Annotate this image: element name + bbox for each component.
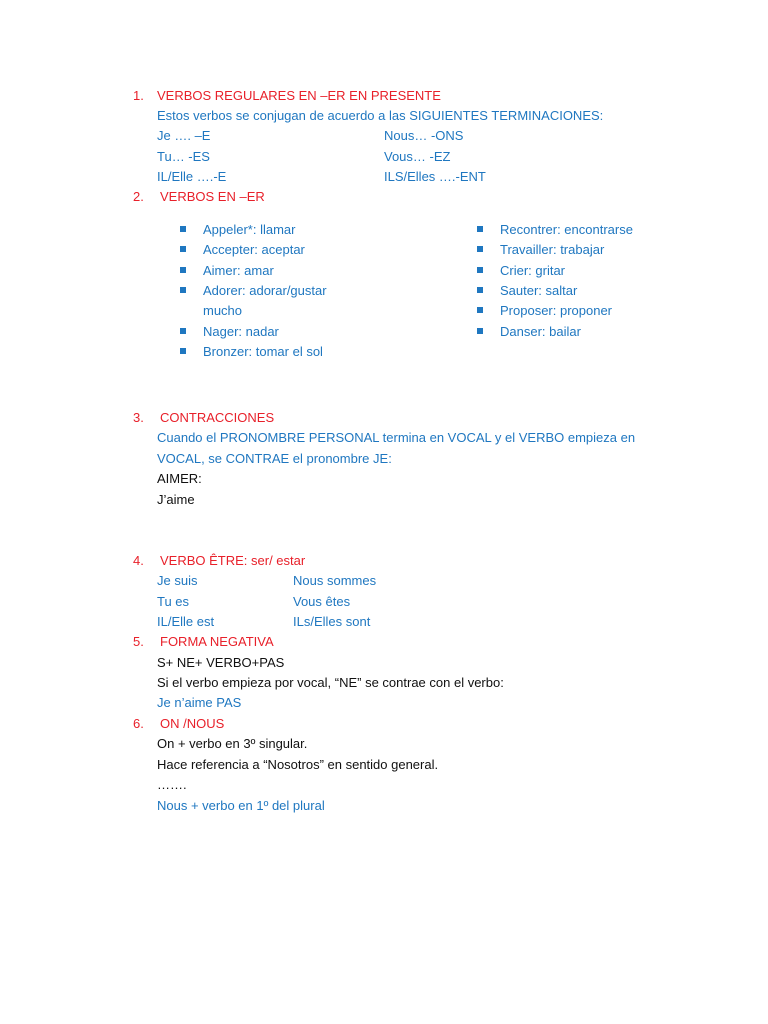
section-1-intro: Estos verbos se conjugan de acuerdo a las SIGUIENTES TERMINACIONES: (157, 108, 604, 123)
bullet-icon (477, 226, 483, 232)
bullet-icon (180, 287, 186, 293)
section-1-number: 1. (133, 88, 144, 103)
conj-il: IL/Elle ….-E (157, 169, 227, 184)
etre-ils: ILs/Elles sont (293, 614, 371, 629)
bullet-icon (477, 287, 483, 293)
section-5-title: FORMA NEGATIVA (160, 634, 274, 649)
section-2-number: 2. (133, 189, 144, 204)
etre-nous: Nous sommes (293, 573, 377, 588)
section-3-title: CONTRACCIONES (160, 410, 275, 425)
on-note: Hace referencia a “Nosotros” en sentido general. (157, 757, 439, 772)
negative-rule: S+ NE+ VERBO+PAS (157, 655, 285, 670)
verb-item: Adorer: adorar/gustar (203, 283, 327, 298)
verb-item: Proposer: proponer (500, 303, 613, 318)
section-4-number: 4. (133, 553, 144, 568)
verb-item: Nager: nadar (203, 324, 279, 339)
nous-rule: Nous + verbo en 1º del plural (157, 798, 325, 813)
bullet-icon (180, 226, 186, 232)
verb-item: Appeler*: llamar (203, 222, 296, 237)
verb-item: Recontrer: encontrarse (500, 222, 633, 237)
contraction-example: J’aime (157, 492, 195, 507)
section-3-number: 3. (133, 410, 144, 425)
section-4-title: VERBO ÊTRE: ser/ estar (160, 553, 306, 568)
conj-je: Je …. –E (157, 128, 211, 143)
negative-note: Si el verbo empieza por vocal, “NE” se contrae con el verbo: (157, 675, 504, 690)
bullet-icon (477, 246, 483, 252)
bullet-icon (477, 307, 483, 313)
ellipsis: ……. (157, 777, 187, 792)
contraction-rule-line-2: VOCAL, se CONTRAE el pronombre JE: (157, 451, 392, 466)
section-5-number: 5. (133, 634, 144, 649)
verb-item: Accepter: aceptar (203, 242, 305, 257)
contraction-example-verb: AIMER: (157, 471, 202, 486)
verb-item: Aimer: amar (203, 263, 274, 278)
verb-item-continuation: mucho (203, 303, 243, 318)
bullet-icon (180, 348, 186, 354)
etre-je: Je suis (157, 573, 198, 588)
section-2-title: VERBOS EN –ER (160, 189, 265, 204)
etre-tu: Tu es (157, 594, 190, 609)
on-rule: On + verbo en 3º singular. (157, 736, 308, 751)
etre-il: IL/Elle est (157, 614, 215, 629)
bullet-icon (180, 267, 186, 273)
bullet-icon (477, 267, 483, 273)
section-1-title: VERBOS REGULARES EN –ER EN PRESENTE (157, 88, 441, 103)
verb-item: Travailler: trabajar (500, 242, 605, 257)
verb-item: Danser: bailar (500, 324, 581, 339)
bullet-icon (180, 246, 186, 252)
contraction-rule-line-1: Cuando el PRONOMBRE PERSONAL termina en VOCAL y el VERBO empieza en (157, 430, 636, 445)
bullet-icon (180, 328, 186, 334)
verb-item: Bronzer: tomar el sol (203, 344, 323, 359)
section-6-title: ON /NOUS (160, 716, 225, 731)
conj-tu: Tu… -ES (157, 149, 210, 164)
verb-item: Sauter: saltar (500, 283, 578, 298)
verb-item: Crier: gritar (500, 263, 566, 278)
section-6-number: 6. (133, 716, 144, 731)
conj-nous: Nous… -ONS (384, 128, 464, 143)
conj-vous: Vous… -EZ (384, 149, 451, 164)
etre-vous: Vous êtes (293, 594, 351, 609)
bullet-icon (477, 328, 483, 334)
conj-ils: ILS/Elles ….-ENT (384, 169, 486, 184)
negative-example: Je n’aime PAS (157, 695, 242, 710)
